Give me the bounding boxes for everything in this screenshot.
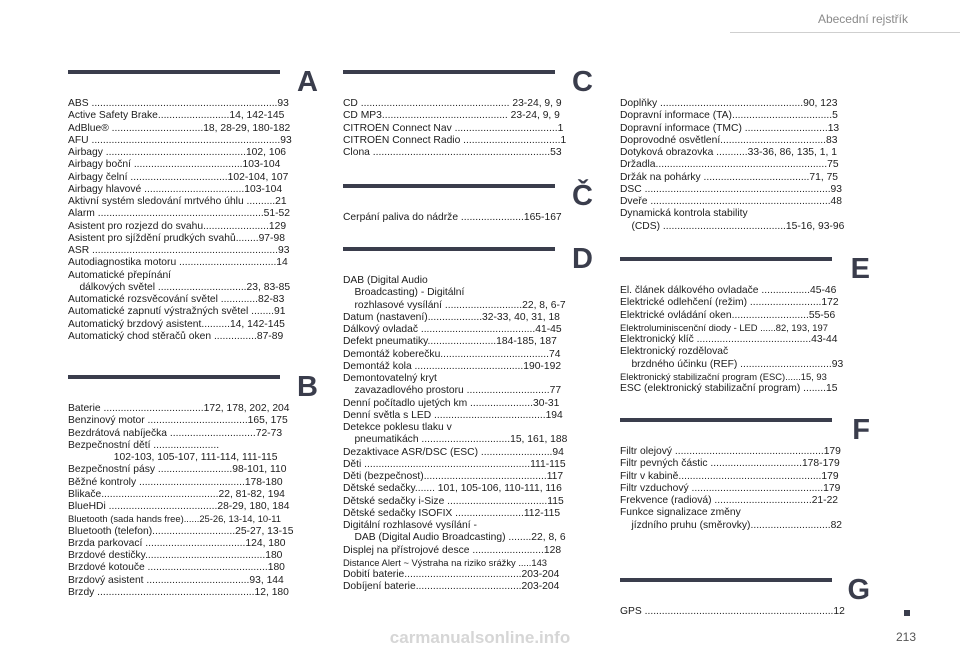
index-entry[interactable]: Bluetooth (sada hands free)......25-26, 13-14, 10-11 (68, 513, 281, 525)
index-entry[interactable]: Alarm ..........................................................51-52 (68, 208, 291, 220)
index-entry[interactable]: Autodiagnostika motoru ..................................14 (68, 257, 288, 269)
index-entry[interactable]: Automatické rozsvěcování světel .............82-83 (68, 294, 285, 305)
index-entry[interactable]: Děti ..........................................................111-115 (343, 458, 566, 470)
index-entry[interactable]: Držadla............................................................75 (620, 159, 839, 171)
index-entry[interactable]: Airbagy čelní ..................................102-104, 107 (68, 171, 289, 183)
index-entry[interactable]: Automatický brzdový asistent..........14, 142-145 (68, 318, 285, 330)
index-entry[interactable]: Doprovodné osvětlení.....................................83 (620, 134, 838, 146)
index-entry[interactable]: Demontáž kola ......................................190-192 (343, 360, 562, 372)
index-entry[interactable]: Elektrické odlehčení (režim) .........................172 (620, 297, 839, 309)
index-entry[interactable]: zavazadlového prostoru .............................77 (343, 385, 562, 397)
index-entry[interactable]: Dopravní informace (TMC) .............................13 (620, 122, 840, 134)
index-entry[interactable]: CITROËN Connect Nav ....................................1 (343, 122, 564, 134)
index-entry[interactable]: BlueHDi ......................................28-29, 180, 184 (68, 501, 290, 512)
index-entry[interactable]: Brzda parkovací ...................................124, 180 (68, 537, 286, 549)
section-header (343, 245, 595, 275)
section-letter: E (850, 253, 870, 285)
divider-bar (620, 578, 832, 582)
index-entry[interactable]: Držák na pohárky .....................................71, 75 (620, 171, 839, 183)
index-entry[interactable]: 102-103, 105-107, 111-114, 111-115 (68, 452, 278, 463)
index-entry[interactable]: Dynamická kontrola stability (620, 208, 748, 220)
entry-list (68, 98, 320, 343)
index-entry[interactable]: Dětské sedačky i-Size ...................................115 (343, 495, 564, 507)
entry-list (343, 98, 595, 159)
index-section-g (620, 576, 872, 618)
index-entry[interactable]: Displej na přístrojové desce .........................128 (343, 544, 562, 556)
section-letter: Č (572, 180, 593, 212)
index-entry[interactable]: ABS .................................................................93 (68, 98, 289, 109)
entry-list (68, 403, 320, 599)
section-letter: D (572, 243, 593, 275)
index-entry[interactable]: Automatický chod stěračů oken ...............87-89 (68, 330, 284, 342)
index-entry[interactable]: Elektronický rozdělovač (620, 346, 729, 358)
index-entry[interactable]: Filtr vzduchový ..............................................179 (620, 482, 841, 494)
index-entry[interactable]: Baterie ...................................172, 178, 202, 204 (68, 403, 290, 414)
index-entry[interactable]: Aktivní systém sledování mrtvého úhlu ..........21 (68, 196, 287, 207)
divider-bar (343, 70, 555, 74)
index-entry[interactable]: Bluetooth (telefon).............................25-27, 13-15 (68, 525, 294, 537)
index-entry[interactable]: brzdného účinku (REF) ................................93 (620, 358, 844, 370)
index-entry[interactable]: Denní počítadlo ujetých km ......................30-31 (343, 397, 560, 409)
index-entry[interactable]: CD MP3............................................ 23-24, 9, 9 (343, 110, 560, 122)
section-header (68, 373, 320, 403)
index-entry[interactable]: Airbagy hlavové ...................................103-104 (68, 183, 283, 195)
index-entry[interactable]: Broadcasting) - Digitální (343, 287, 465, 299)
section-title: Abecední rejstřík (817, 12, 908, 26)
index-entry[interactable]: Datum (nastavení)...................32-33, 40, 31, 18 (343, 311, 560, 323)
index-entry[interactable]: Elektronický klíč ........................................43-44 (620, 334, 838, 345)
entry-list (620, 446, 872, 532)
index-entry[interactable]: Demontáž koberečku......................................74 (343, 348, 561, 360)
index-entry[interactable]: Automatické přepínání (68, 269, 172, 281)
index-entry[interactable]: Dveře ...............................................................48 (620, 196, 843, 207)
index-entry[interactable]: Clona ..............................................................53 (343, 147, 562, 158)
index-entry[interactable]: Bezpečnostní pásy ..........................98-101, 110 (68, 464, 287, 476)
section-letter: B (297, 371, 318, 403)
section-header (68, 68, 320, 98)
section-header (620, 576, 872, 606)
section-letter: A (297, 66, 318, 98)
index-section-d-cont (620, 98, 872, 233)
index-entry[interactable]: Denní světla s LED .......................................194 (343, 409, 563, 421)
index-entry[interactable]: Airbagy .................................................102, 106 (68, 147, 287, 158)
index-entry[interactable]: ASR .................................................................93 (68, 245, 290, 256)
index-entry[interactable]: Digitální rozhlasové vysílání - (343, 520, 477, 531)
section-header (620, 416, 872, 446)
index-entry[interactable]: Brzdový asistent ....................................93, 144 (68, 574, 284, 586)
index-entry[interactable]: Elektroluminiscenční diody - LED ......82, 193, 197 (620, 321, 828, 333)
index-section-c (343, 68, 595, 159)
index-entry[interactable]: DAB (Digital Audio Broadcasting) ........22, 8, 6 (343, 532, 566, 544)
index-entry[interactable]: CITROËN Connect Radio ..................................1 (343, 134, 567, 146)
index-entry[interactable]: Brzdy .......................................................12, 180 (68, 586, 289, 598)
divider-bar (68, 375, 280, 379)
index-entry[interactable]: El. článek dálkového ovladače .................45-46 (620, 285, 837, 296)
index-section-f (620, 416, 872, 532)
index-entry[interactable]: Elektrické ovládání oken...........................55-56 (620, 309, 836, 321)
entry-list (620, 285, 872, 395)
watermark: carmanualsonline.info (389, 628, 571, 647)
index-entry[interactable]: dálkových světel ...............................23, 83-85 (68, 281, 291, 293)
index-entry[interactable]: Dálkový ovladač ........................................41-45 (343, 324, 562, 335)
index-entry[interactable]: Bezdrátová nabíječka ..............................72-73 (68, 427, 283, 439)
entry-list (343, 275, 595, 594)
index-entry[interactable]: Dotyková obrazovka ...........33-36, 86, 135, 1, 1 (620, 147, 837, 158)
header-rule (730, 8, 960, 33)
entry-list (620, 98, 872, 233)
index-entry[interactable]: Brzdové destičky..........................................180 (68, 550, 283, 561)
index-entry[interactable]: Distance Alert ~ Výstraha na riziko srážky .....143 (343, 556, 547, 568)
index-entry[interactable]: DAB (Digital Audio (343, 275, 428, 286)
section-header (343, 182, 595, 212)
index-entry[interactable]: Čerpání paliva do nádrže ......................165-167 (343, 212, 562, 223)
index-entry[interactable]: ESC (elektronický stabilizační program) ........15 (620, 383, 838, 394)
index-entry[interactable]: Děti (bezpečnost)...........................................117 (343, 471, 564, 482)
index-entry[interactable]: Doplňky ..................................................90, 123 (620, 98, 838, 109)
section-letter: G (847, 574, 870, 606)
page-bullet (904, 610, 910, 616)
index-section-a (68, 68, 320, 343)
index-entry[interactable]: DSC .................................................................93 (620, 183, 843, 195)
index-entry[interactable]: Funkce signalizace změny (620, 507, 741, 519)
index-entry[interactable]: Filtr olejový ....................................................179 (620, 446, 841, 457)
section-header (343, 68, 595, 98)
divider-bar (620, 418, 832, 422)
index-entry[interactable]: AFU ..................................................................93 (68, 134, 292, 146)
index-section-e (620, 255, 872, 395)
index-entry[interactable]: Defekt pneumatiky........................184-185, 187 (343, 336, 557, 348)
divider-bar (68, 70, 280, 74)
index-entry[interactable]: Active Safety Brake.........................14, 142-145 (68, 110, 285, 122)
index-entry[interactable]: Asistent pro rozjezd do svahu.......................129 (68, 220, 287, 232)
divider-bar (620, 257, 832, 261)
index-entry[interactable]: Dezaktivace ASR/DSC (ESC) .........................94 (343, 446, 564, 458)
index-entry[interactable]: Dobití baterie.........................................203-204 (343, 569, 560, 580)
section-letter: C (572, 66, 593, 98)
entry-list (620, 606, 872, 618)
index-entry[interactable]: Asistent pro sjíždění prudkých svahů........97-98 (68, 232, 285, 244)
index-entry[interactable]: GPS ..................................................................12 (620, 606, 845, 617)
index-section-b (68, 373, 320, 599)
page-number: 213 (895, 630, 916, 644)
index-entry[interactable]: Dětské sedačky ISOFIX ........................112-115 (343, 507, 561, 519)
index-entry[interactable]: jízdního pruhu (směrovky)............................82 (620, 519, 843, 531)
index-entry[interactable]: Filtr v kabině..................................................179 (620, 470, 839, 482)
index-entry[interactable]: Dopravní informace (TA)...................................5 (620, 110, 838, 122)
index-entry[interactable]: Elektronický stabilizační program (ESC)......15, 93 (620, 370, 827, 382)
divider-bar (343, 184, 555, 188)
index-entry[interactable]: pneumatikách ...............................15, 161, 188 (343, 434, 568, 446)
index-entry[interactable]: Airbagy boční ......................................103-104 (68, 159, 281, 171)
index-entry[interactable]: AdBlue® ................................18, 28-29, 180-182 (68, 122, 291, 134)
index-entry[interactable]: Brzdové kotouče ..........................................180 (68, 562, 285, 574)
index-entry[interactable]: Blikače.........................................22, 81-82, 194 (68, 488, 285, 500)
index-entry[interactable]: Bezpečnostní dětí ....................... (68, 439, 220, 451)
section-header (620, 255, 872, 285)
index-section-d (343, 245, 595, 594)
index-entry[interactable]: Dětské sedačky....... 101, 105-106, 110-111, 116 (343, 483, 562, 495)
index-entry[interactable]: Demontovatelný kryt (343, 373, 437, 384)
entry-list (343, 212, 595, 224)
section-letter: F (852, 414, 870, 446)
index-entry[interactable]: Filtr pevných částic ................................178-179 (620, 458, 840, 470)
index-entry[interactable]: Automatické zapnutí výstražných světel ........91 (68, 306, 286, 318)
index-entry[interactable]: CD .................................................... 23-24, 9, 9 (343, 98, 562, 109)
index-entry[interactable]: rozhlasové vysílání ...........................22, 8, 6-7 (343, 299, 566, 311)
index-entry[interactable]: Dobíjení baterie.....................................203-204 (343, 581, 560, 593)
index-section-c-caron (343, 182, 595, 224)
index-entry[interactable]: (CDS) ...........................................15-16, 93-96 (620, 220, 845, 232)
index-entry[interactable]: Běžné kontroly .....................................178-180 (68, 476, 283, 488)
index-entry[interactable]: Benzinový motor ...................................165, 175 (68, 415, 288, 427)
divider-bar (343, 247, 555, 251)
index-entry[interactable]: Frekvence (radiová) ..................................21-22 (620, 495, 839, 506)
index-entry[interactable]: Detekce poklesu tlaku v (343, 422, 452, 433)
